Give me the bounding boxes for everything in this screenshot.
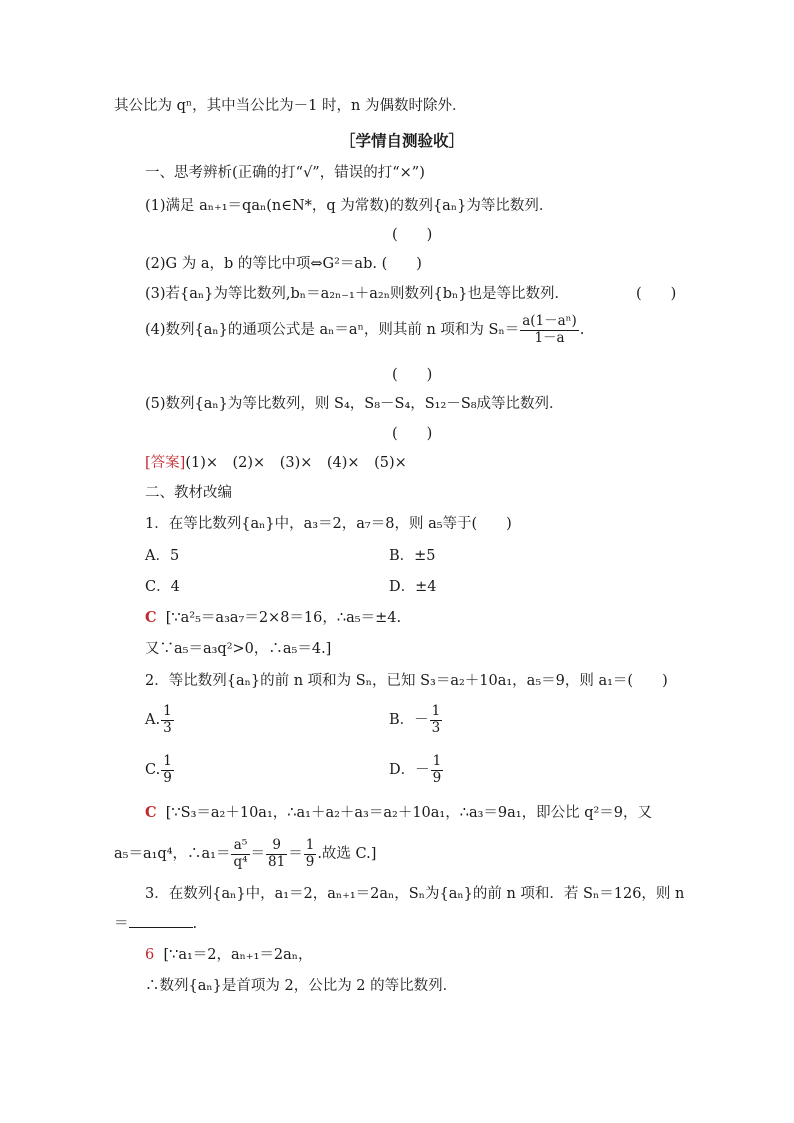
problem-1-stem: 1．在等比数列{aₙ}中，a₃＝2，a₇＝8，则 a₅等于( ) xyxy=(145,516,512,532)
problem-3-stem-line2 xyxy=(114,913,197,935)
solution-text: a₅＝a₁q⁴，∴a₁＝ xyxy=(114,846,231,863)
problem-1-option-c: C．4 xyxy=(145,579,180,595)
stem-end: . xyxy=(192,916,198,932)
answer-paren-4: ( ) xyxy=(392,367,433,383)
question-3: (3)若{aₙ}为等比数列,bₙ＝a₂ₙ₋₁＋a₂ₙ则数列{bₙ}也是等比数列． xyxy=(145,286,570,302)
problem-1-answer-letter: C xyxy=(145,609,157,626)
problem-1-option-a: A．5 xyxy=(145,548,180,564)
option-fraction xyxy=(161,754,174,786)
top-line: 其公比为 qⁿ，其中当公比为－1 时，n 为偶数时除外． xyxy=(114,98,467,114)
fraction-numerator: 1 xyxy=(431,703,441,719)
problem-1-solution xyxy=(145,607,401,629)
question-4-end: . xyxy=(579,322,585,339)
fraction-denominator: 1－a xyxy=(534,329,565,346)
answer-paren-5: ( ) xyxy=(392,426,433,442)
fraction-denominator: 9 xyxy=(305,853,315,870)
part1-title: 一、思考辨析(正确的打“√”，错误的打“×”) xyxy=(145,165,425,181)
problem-3-solution-line2: ∴数列{aₙ}是首项为 2，公比为 2 的等比数列． xyxy=(145,978,458,994)
option-label: C. xyxy=(145,762,161,779)
fraction-numerator: 1 xyxy=(305,837,315,853)
solution-fraction-3 xyxy=(304,838,317,870)
fraction-numerator: a(1－aⁿ) xyxy=(522,313,577,329)
problem-2-answer-letter: C xyxy=(145,804,157,821)
answer-text: (1)× (2)× (3)× (4)× (5)× xyxy=(185,455,407,471)
option-fraction xyxy=(431,754,444,786)
question-4-fraction xyxy=(520,314,579,346)
answer-blank xyxy=(129,913,193,928)
problem-2-option-b xyxy=(389,704,443,736)
equals-sign: ＝ xyxy=(288,846,303,863)
answer-paren-1: ( ) xyxy=(392,227,433,243)
option-label: B．－ xyxy=(389,712,429,729)
problem-1-solution-line2: 又∵a₅＝a₃q²>0，∴a₅＝4.] xyxy=(145,641,332,657)
fraction-denominator: q⁴ xyxy=(233,853,248,870)
problem-3-answer: 6 xyxy=(145,947,155,963)
problem-2-solution-line1: [∵S₃＝a₂＋10a₁，∴a₁＋a₂＋a₃＝a₂＋10a₁，∴a₃＝9a₁，即公比 q²＝9，又 xyxy=(165,805,653,821)
problem-3-stem: 3．在数列{aₙ}中，a₁＝2，aₙ₊₁＝2aₙ，Sₙ为{aₙ}的前 n 项和．若 Sₙ＝126，则 n xyxy=(145,886,685,902)
problem-3-solution xyxy=(145,944,313,966)
section-title: ［学情自测验收］ xyxy=(340,131,465,150)
option-fraction xyxy=(430,704,443,736)
fraction-denominator: 3 xyxy=(431,719,441,736)
answer-paren-3: ( ) xyxy=(636,286,677,302)
option-fraction xyxy=(161,704,174,736)
equals-sign: ＝ xyxy=(250,846,266,863)
equals-sign: ＝ xyxy=(114,916,129,932)
fraction-numerator: a⁵ xyxy=(231,838,249,855)
fraction-denominator: 9 xyxy=(163,769,172,786)
problem-1-option-d: D．±4 xyxy=(389,579,437,595)
answer-tag: [答案] xyxy=(145,455,186,471)
solution-end: .故选 C.] xyxy=(317,846,377,863)
problem-2-option-a xyxy=(145,704,175,736)
question-4-text: (4)数列{aₙ}的通项公式是 aₙ＝aⁿ，则其前 n 项和为 Sₙ＝ xyxy=(145,322,520,339)
question-2: (2)G 为 a，b 的等比中项⇔G²＝ab. ( ) xyxy=(145,256,422,272)
fraction-numerator: 1 xyxy=(163,753,172,769)
fraction-denominator: 81 xyxy=(268,853,286,870)
problem-2-stem: 2．等比数列{aₙ}的前 n 项和为 Sₙ，已知 S₃＝a₂＋10a₁，a₅＝9，则 a₁＝( ) xyxy=(145,673,668,689)
answer-line xyxy=(145,452,407,474)
problem-2-solution-line2 xyxy=(114,838,376,870)
option-label: A. xyxy=(145,712,161,729)
question-4 xyxy=(145,314,584,346)
solution-fraction-2 xyxy=(266,838,287,870)
fraction-numerator: 9 xyxy=(266,838,287,855)
problem-3-solution-line1: [∵a₁＝2，aₙ₊₁＝2aₙ， xyxy=(163,947,313,963)
problem-2-option-d xyxy=(389,754,444,786)
solution-fraction-1 xyxy=(231,838,249,870)
fraction-numerator: 1 xyxy=(163,703,172,719)
question-5: (5)数列{aₙ}为等比数列，则 S₄，S₈－S₄，S₁₂－S₈成等比数列． xyxy=(145,396,564,412)
problem-1-option-b: B．±5 xyxy=(389,548,436,564)
option-label: D．－ xyxy=(389,762,430,779)
fraction-denominator: 9 xyxy=(432,769,442,786)
question-1: (1)满足 aₙ₊₁＝qaₙ(n∈N*，q 为常数)的数列{aₙ}为等比数列． xyxy=(145,198,554,214)
problem-2-option-c xyxy=(145,754,175,786)
part2-title: 二、教材改编 xyxy=(145,485,232,501)
fraction-denominator: 3 xyxy=(163,719,172,736)
problem-1-solution-line1: [∵a²₅＝a₃a₇＝2×8＝16，∴a₅＝±4. xyxy=(165,610,402,626)
problem-2-solution xyxy=(145,802,652,824)
fraction-numerator: 1 xyxy=(432,753,442,769)
